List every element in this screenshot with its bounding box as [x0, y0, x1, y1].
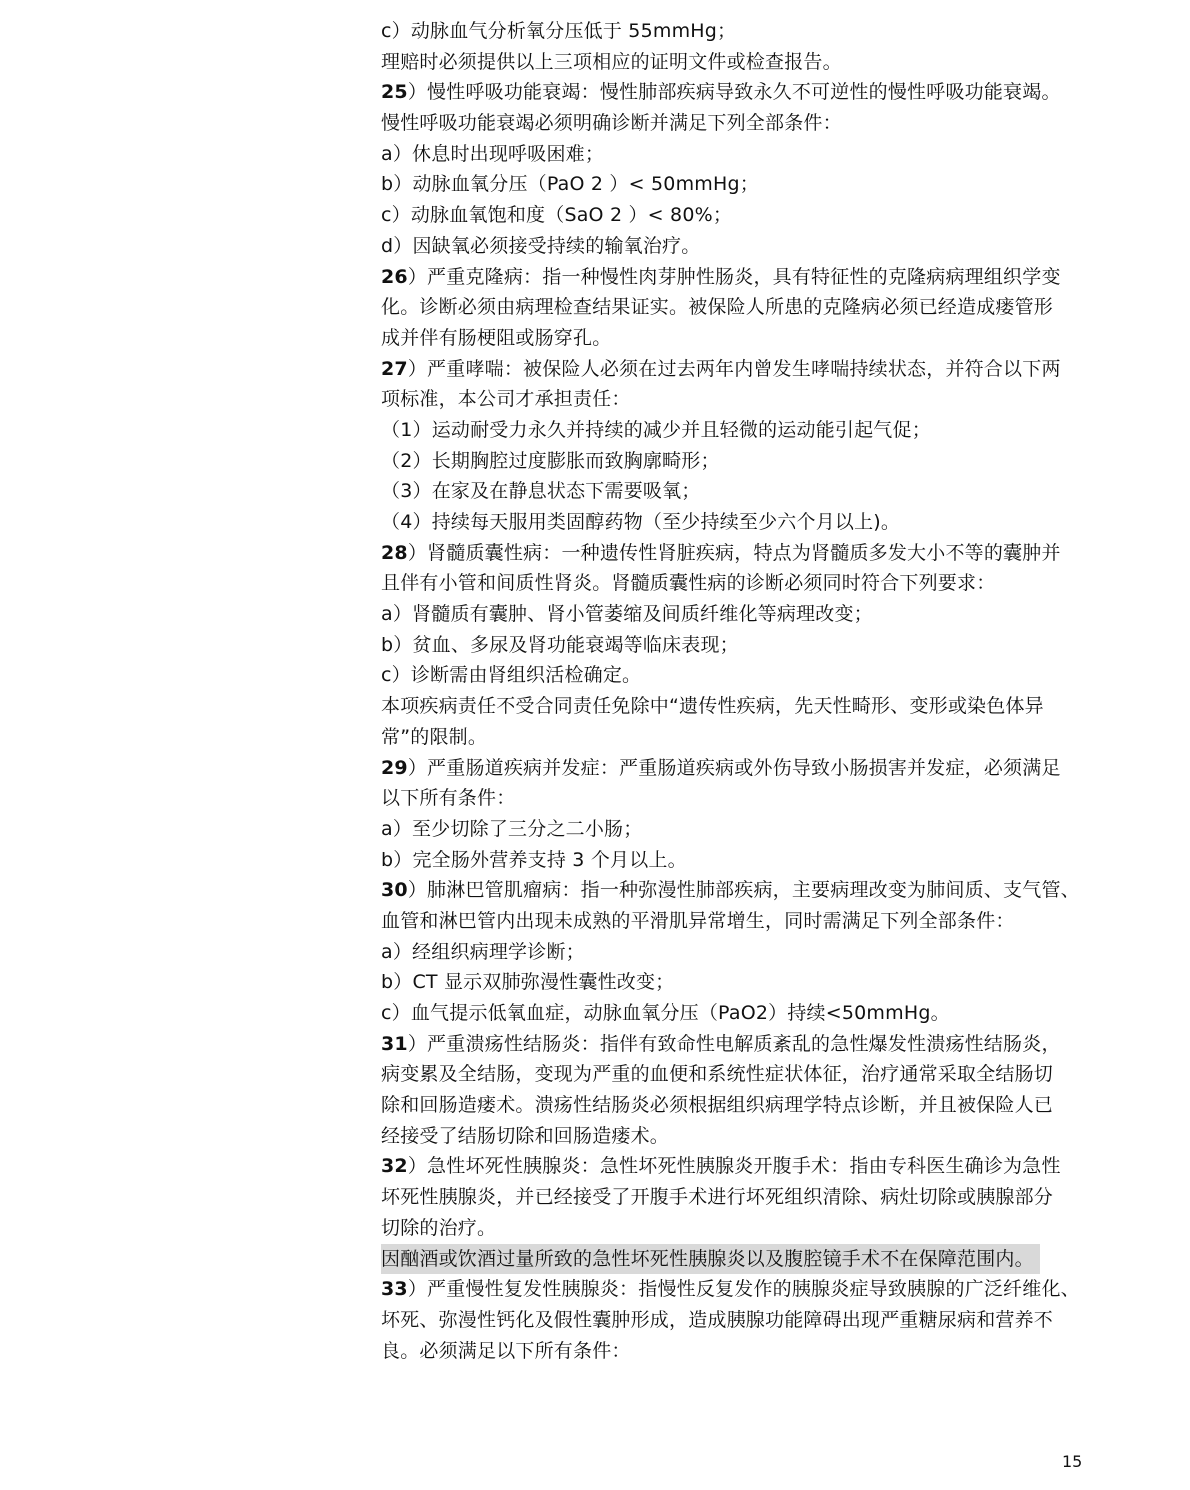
text-line: [381, 906, 1121, 937]
line-text: （4）持续每天服用类固醇药物（至少持续至少六个月以上)。: [381, 511, 901, 533]
text-line: [381, 476, 1121, 507]
line-text: a）经组织病理学诊断；: [381, 940, 585, 963]
text-line: [381, 568, 1121, 599]
clause-number: 25: [381, 81, 408, 104]
line-text: ）慢性呼吸功能衰竭：慢性肺部疾病导致永久不可逆性的慢性呼吸功能衰竭。: [407, 81, 1061, 104]
text-line: [381, 1151, 1121, 1182]
line-text: a）肾髓质有囊肿、肾小管萎缩及间质纤维化等病理改变；: [381, 603, 873, 626]
text-line: [381, 384, 1121, 415]
text-line: [381, 1090, 1121, 1121]
line-text: 项标准，本公司才承担责任：: [381, 388, 631, 411]
clause-number: 26: [381, 265, 408, 288]
text-line: [381, 292, 1121, 323]
line-text: （2）长期胸腔过度膨胀而致胸廓畸形；: [381, 449, 720, 472]
text-line: [381, 354, 1121, 385]
line-text: 常”的限制。: [381, 725, 488, 748]
text-line: [381, 599, 1121, 630]
line-text: c）动脉血气分析氧分压低于 55mmHg；: [381, 20, 737, 42]
line-text: 血管和淋巴管内出现未成熟的平滑肌异常增生，同时需满足下列全部条件：: [381, 909, 1015, 932]
line-text: c）血气提示低氧血症，动脉血氧分压（PaO2）持续<50mmHg。: [381, 1002, 950, 1024]
line-text: ）严重哮喘：被保险人必须在过去两年内曾发生哮喘持续状态，并符合以下两: [407, 357, 1061, 380]
text-line: [381, 169, 1121, 200]
line-text: 且伴有小管和间质性肾炎。肾髓质囊性病的诊断必须同时符合下列要求：: [381, 572, 996, 595]
text-line: [381, 998, 1121, 1029]
text-line: [381, 323, 1121, 354]
text-line: [381, 1182, 1121, 1213]
text-line: [381, 538, 1121, 569]
line-text: c）动脉血氧饱和度（SaO 2 ）< 80%；: [381, 204, 733, 227]
clause-number: 33: [381, 1278, 408, 1301]
clause-number: 28: [381, 541, 408, 564]
text-line: [381, 937, 1121, 968]
text-line: [381, 16, 1121, 47]
clause-number: 27: [381, 357, 408, 380]
line-text: （3）在家及在静息状态下需要吸氧；: [381, 480, 701, 503]
line-text: 病变累及全结肠，变现为严重的血便和系统性症状体征，治疗通常采取全结肠切: [381, 1063, 1054, 1086]
clause-number: 32: [381, 1155, 408, 1178]
text-line: [381, 967, 1121, 998]
line-text: ）肾髓质囊性病：一种遗传性肾脏疾病，特点为肾髓质多发大小不等的囊肿并: [407, 541, 1061, 564]
text-line: [381, 139, 1121, 170]
clause-number: 31: [381, 1032, 408, 1055]
text-line: [381, 753, 1121, 784]
line-text: 以下所有条件：: [381, 787, 516, 810]
text-line: [381, 231, 1121, 262]
text-line: [381, 262, 1121, 293]
line-text: 本项疾病责任不受合同责任免除中“遗传性疾病，先天性畸形、变形或染色体异: [381, 695, 1044, 718]
line-text: 坏死性胰腺炎，并已经接受了开腹手术进行坏死组织清除、病灶切除或胰腺部分: [381, 1186, 1054, 1209]
text-line: [381, 77, 1121, 108]
text-line: [381, 814, 1121, 845]
line-text: a）至少切除了三分之二小肠；: [381, 817, 643, 840]
text-line: [381, 875, 1121, 906]
line-text: d）因缺氧必须接受持续的输氧治疗。: [381, 234, 701, 257]
line-text: （1）运动耐受力永久并持续的减少并且轻微的运动能引起气促；: [381, 418, 931, 441]
line-text: 切除的治疗。: [381, 1216, 497, 1239]
text-line: [381, 1213, 1121, 1244]
highlighted-text-line: [381, 1244, 1040, 1275]
line-text: b）完全肠外营养支持 3 个月以上。: [381, 848, 687, 871]
text-line: [381, 1121, 1121, 1152]
line-text: b）贫血、多尿及肾功能衰竭等临床表现；: [381, 633, 739, 656]
line-text: ）严重慢性复发性胰腺炎：指慢性反复发作的胰腺炎症导致胰腺的广泛纤维化、: [407, 1278, 1080, 1301]
text-line: [381, 47, 1121, 78]
text-line: [381, 845, 1121, 876]
text-line: [381, 1336, 1121, 1367]
text-line: [381, 446, 1121, 477]
line-text: 成并伴有肠梗阻或肠穿孔。: [381, 326, 612, 349]
text-line: [381, 722, 1121, 753]
line-text: 慢性呼吸功能衰竭必须明确诊断并满足下列全部条件：: [381, 112, 842, 135]
line-text: c）诊断需由肾组织活检确定。: [381, 664, 642, 687]
text-line: [381, 691, 1121, 722]
text-line: [381, 630, 1121, 661]
line-text: 理赔时必须提供以上三项相应的证明文件或检查报告。: [381, 50, 842, 73]
line-text: 因酗酒或饮酒过量所致的急性坏死性胰腺炎以及腹腔镜手术不在保障范围内。: [381, 1247, 1034, 1270]
text-line: [381, 200, 1121, 231]
text-line: [381, 783, 1121, 814]
text-line: [381, 660, 1121, 691]
text-line: [381, 1305, 1121, 1336]
line-text: b）CT 显示双肺弥漫性囊性改变；: [381, 971, 675, 994]
text-line: [381, 108, 1121, 139]
text-line: [381, 1029, 1121, 1060]
line-text: ）急性坏死性胰腺炎：急性坏死性胰腺炎开腹手术：指由专科医生确诊为急性: [407, 1155, 1061, 1178]
line-text: ）肺淋巴管肌瘤病：指一种弥漫性肺部疾病，主要病理改变为肺间质、支气管、: [407, 879, 1080, 902]
line-text: a）休息时出现呼吸困难；: [381, 142, 605, 165]
page-number: 15: [1062, 1452, 1083, 1471]
document-body: [381, 16, 1121, 1366]
clause-number: 30: [381, 879, 408, 902]
line-text: 良。必须满足以下所有条件：: [381, 1339, 631, 1362]
text-line: [381, 507, 1121, 538]
text-line: [381, 415, 1121, 446]
clause-number: 29: [381, 756, 408, 779]
line-text: ）严重克隆病：指一种慢性肉芽肿性肠炎，具有特征性的克隆病病理组织学变: [407, 265, 1061, 288]
text-line: [381, 1059, 1121, 1090]
highlighted-line-wrapper: [381, 1244, 1121, 1275]
line-text: ）严重溃疡性结肠炎：指伴有致命性电解质紊乱的急性爆发性溃疡性结肠炎，: [407, 1032, 1061, 1055]
line-text: b）动脉血氧分压（PaO 2 ）< 50mmHg；: [381, 173, 759, 196]
line-text: 坏死、弥漫性钙化及假性囊肿形成，造成胰腺功能障碍出现严重糖尿病和营养不: [381, 1308, 1054, 1331]
line-text: 经接受了结肠切除和回肠造瘘术。: [381, 1124, 670, 1147]
line-text: ）严重肠道疾病并发症：严重肠道疾病或外伤导致小肠损害并发症，必须满足: [407, 756, 1061, 779]
line-text: 除和回肠造瘘术。溃疡性结肠炎必须根据组织病理学特点诊断，并且被保险人已: [381, 1094, 1054, 1117]
line-text: 化。诊断必须由病理检查结果证实。被保险人所患的克隆病必须已经造成瘘管形: [381, 296, 1054, 319]
text-line: [381, 1274, 1121, 1305]
